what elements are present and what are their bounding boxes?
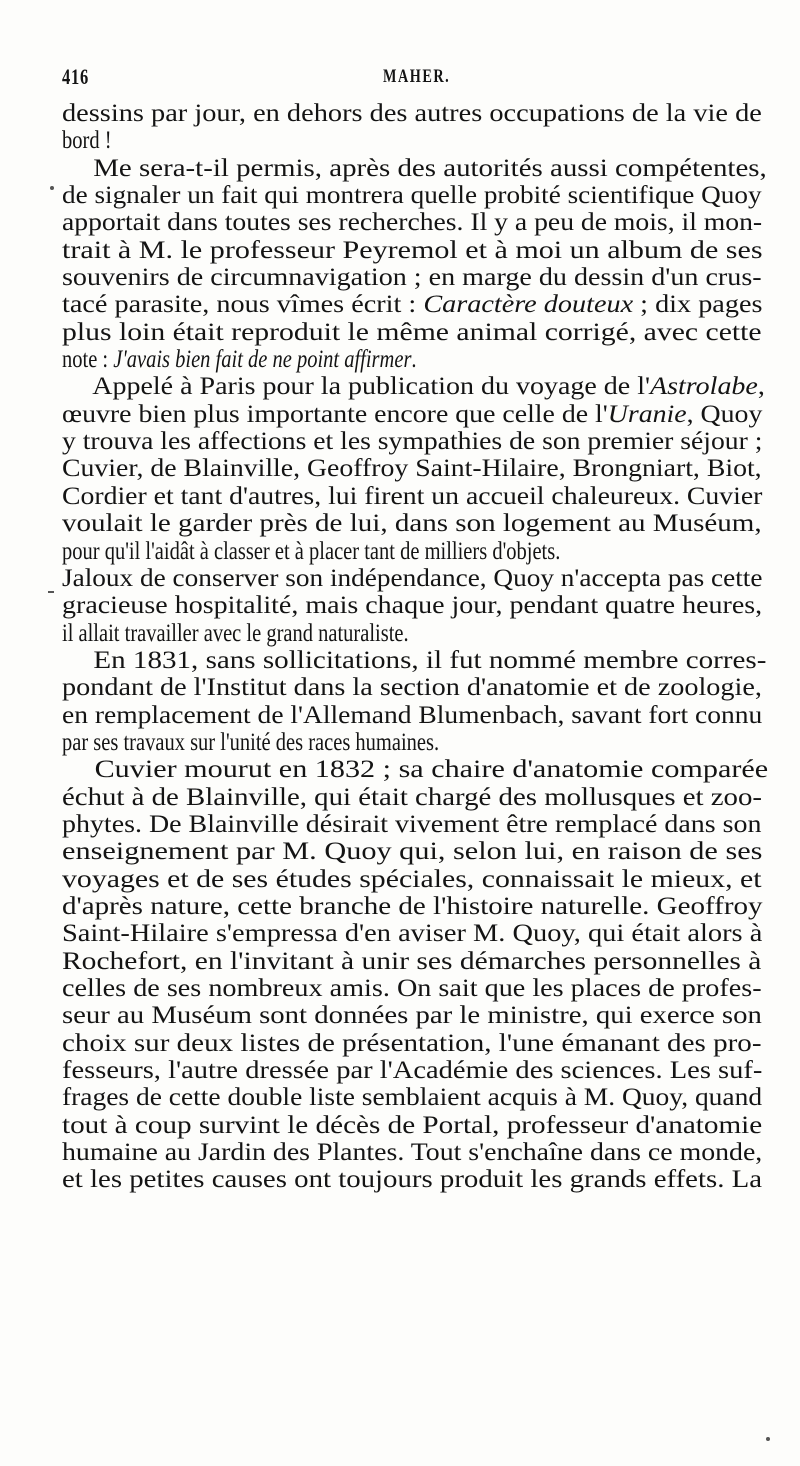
text-line: Me sera-t-il permis, après des autorités aussi compétentes, [93, 154, 767, 182]
running-head: MAHER. [383, 66, 451, 87]
text-line: choix sur deux listes de présentation, l'une émanant des pro- [62, 1029, 762, 1057]
text-line: note : J'avais bien fait de ne point affirmer. [62, 346, 417, 374]
text-line: en remplacement de l'Allemand Blumenbach, savant fort connu [62, 701, 763, 729]
text-line: Jaloux de conserver son indépendance, Quoy n'accepta pas cette [62, 564, 763, 592]
text-line: Saint-Hilaire s'empressa d'en aviser M. Quoy, qui était alors à [62, 920, 763, 948]
text-line: pondant de l'Institut dans la section d'anatomie et de zoologie, [62, 674, 762, 702]
text-line: il allait travailler avec le grand naturaliste. [62, 619, 409, 647]
text-line: plus loin était reproduit le même animal corrigé, avec cette [62, 318, 762, 346]
text-line: souvenirs de circumnavigation ; en marge du dessin d'un crus- [62, 264, 762, 292]
text-line: Cuvier, de Blainville, Geoffroy Saint-Hilaire, Brongniart, Biot, [62, 455, 762, 483]
text-line: œuvre bien plus importante encore que celle de l'Uranie, Quoy [62, 400, 763, 428]
text-line: pour qu'il l'aidât à classer et à placer tant de milliers d'objets. [62, 537, 561, 565]
text-line: de signaler un fait qui montrera quelle probité scientifique Quoy [62, 182, 762, 210]
text-line: humaine au Jardin des Plantes. Tout s'enchaîne dans ce monde, [62, 1139, 763, 1167]
text-line: Rochefort, en l'invitant à unir ses démarches personnelles à [62, 947, 762, 975]
text-line: En 1831, sans sollicitations, il fut nommé membre corres- [93, 646, 767, 674]
text-line: tacé parasite, nous vîmes écrit : Caractère douteux ; dix pages [62, 291, 763, 319]
text-line: Cordier et tant d'autres, lui firent un accueil chaleureux. Cuvier [62, 482, 763, 510]
text-line: Cuvier mourut en 1832 ; sa chaire d'anatomie comparée [94, 756, 769, 784]
text-line: phytes. De Blainville désirait vivement être remplacé dans son [62, 810, 762, 838]
text-line: voyages et de ses études spéciales, connaissait le mieux, et [62, 865, 762, 893]
text-line: frages de cette double liste semblaient acquis à M. Quoy, quand [62, 1084, 763, 1112]
text-line: y trouva les affections et les sympathies de son premier séjour ; [62, 428, 763, 456]
text-line: fesseurs, l'autre dressée par l'Académie des sciences. Les suf- [62, 1057, 763, 1085]
text-line: bord ! [62, 127, 112, 155]
text-line: apportait dans toutes ses recherches. Il y a peu de mois, il mon- [62, 209, 763, 237]
margin-mark [48, 591, 54, 593]
text-line: dessins par jour, en dehors des autres occupations de la vie de [62, 100, 762, 127]
text-line: gracieuse hospitalité, mais chaque jour, pendant quatre heures, [62, 592, 763, 620]
margin-mark [766, 1437, 770, 1441]
text-line: trait à M. le professeur Peyremol et à moi un album de ses [62, 236, 763, 264]
body-text [62, 100, 769, 1194]
margin-mark [50, 186, 54, 190]
text-line: et les petites causes ont toujours produit les grands effets. La [62, 1166, 763, 1194]
text-line: échut à de Blainville, qui était chargé des mollusques et zoo- [62, 783, 762, 811]
text-line: Appelé à Paris pour la publication du voyage de l'Astrolabe, [92, 373, 765, 401]
text-line: seur au Muséum sont données par le ministre, qui exerce son [62, 1002, 762, 1030]
text-line: enseignement par M. Quoy qui, selon lui, en raison de ses [62, 838, 763, 866]
text-line: par ses travaux sur l'unité des races humaines. [62, 728, 440, 756]
text-line: d'après nature, cette branche de l'histoire naturelle. Geoffroy [62, 892, 763, 920]
text-line: voulait le garder près de lui, dans son logement au Muséum, [62, 510, 762, 538]
text-line: tout à coup survint le décès de Portal, professeur d'anatomie [62, 1111, 763, 1139]
text-line: celles de ses nombreux amis. On sait que les places de profes- [62, 975, 762, 1002]
page-number: 416 [62, 64, 89, 89]
